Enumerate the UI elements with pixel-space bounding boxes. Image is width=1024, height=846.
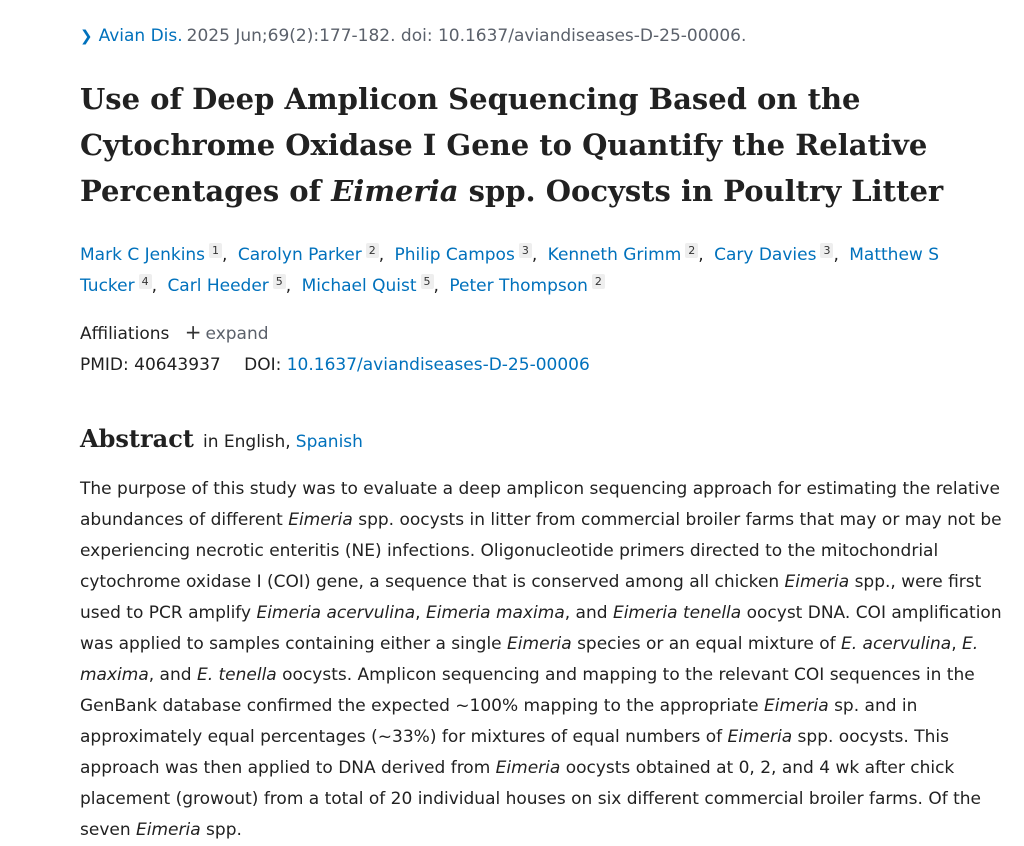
identifiers-row (80, 355, 590, 375)
author-separator: , (222, 245, 228, 265)
author-separator: , (698, 245, 704, 265)
affiliation-badge[interactable]: 3 (519, 243, 532, 258)
author-link[interactable]: Philip Campos (394, 245, 515, 265)
abstract-segment: spp., were first used to PCR amplify (80, 572, 982, 623)
author-link[interactable]: Michael Quist (301, 276, 417, 296)
author-separator: , (531, 245, 538, 265)
affiliations-row (80, 320, 269, 344)
italic-term: E. tenella (196, 665, 277, 685)
affiliations-label: Affiliations (80, 324, 170, 344)
abstract-segment: , (951, 634, 963, 654)
author-link[interactable]: Carl Heeder (167, 276, 269, 296)
abstract-segment: species or an equal mixture of (571, 634, 841, 654)
italic-term: E. maxima (80, 634, 979, 685)
abstract-segment: , (415, 603, 426, 623)
plus-icon: + (184, 320, 202, 344)
abstract-language: in English, (203, 432, 291, 452)
author-link[interactable]: Carolyn Parker (237, 245, 362, 265)
doi-link[interactable]: 10.1637/aviandiseases-D-25-00006 (286, 355, 590, 375)
affiliation-badge[interactable]: 3 (820, 243, 833, 258)
abstract-text (80, 474, 1005, 846)
italic-term: Eimeria (764, 696, 829, 716)
affiliation-badge[interactable]: 2 (592, 274, 605, 289)
abstract-segment: oocysts obtained at 0, 2, and 4 wk after chick placement (growout) from a total of 20 individual houses on six different commercial broiler farms. Of the seven (80, 758, 982, 840)
abstract-heading-row (80, 424, 363, 453)
author-link[interactable]: Mark C Jenkins (80, 245, 206, 265)
abstract-segment: sp. and in approximately equal percentages (~33%) for mixtures of equal numbers of (80, 696, 918, 747)
abstract-segment: spp. oocysts. This approach was then applied to DNA derived from (80, 727, 949, 778)
italic-term: Eimeria (288, 510, 353, 530)
author-link[interactable]: Peter Thompson (449, 276, 588, 296)
author-separator: , (285, 276, 292, 296)
abstract-segment: spp. (200, 820, 242, 840)
author-link[interactable]: Kenneth Grimm (547, 245, 682, 265)
affiliation-badge[interactable]: 2 (366, 243, 379, 258)
chevron-right-icon: ❯ (80, 27, 93, 45)
pmid-label: PMID: (80, 355, 129, 375)
doi-label: DOI: (244, 355, 282, 375)
affiliation-badge[interactable]: 4 (139, 274, 152, 289)
affiliation-badge[interactable]: 2 (685, 243, 698, 258)
italic-term: Eimeria (784, 572, 850, 592)
author-separator: , (433, 276, 439, 296)
abstract-segment: The purpose of this study was to evaluate a deep amplicon sequencing approach for estimating the relative abundances of different (80, 479, 1000, 530)
author-link[interactable]: Matthew S Tucker (80, 245, 939, 296)
author-link[interactable]: Cary Davies (714, 245, 817, 265)
spanish-abstract-link[interactable]: Spanish (295, 432, 363, 452)
abstract-segment: , and (564, 603, 613, 623)
abstract-heading: Abstract (80, 424, 194, 453)
affiliation-badge[interactable]: 5 (273, 274, 286, 289)
abstract-segment: oocysts. Amplicon sequencing and mapping to the relevant COI sequences in the GenBank database confirmed the expected ~100% mapping to the appropriate (80, 665, 975, 716)
affiliation-badge[interactable]: 1 (209, 243, 222, 258)
italic-term: Eimeria (727, 727, 793, 747)
title-part-1: Use of Deep Amplicon Sequencing Based on the Cytochrome Oxidase I Gene to Quantify the Relative Percentages of (80, 82, 928, 208)
journal-link[interactable]: Avian Dis. (98, 26, 183, 46)
citation-details: 2025 Jun;69(2):177-182. doi: 10.1637/aviandiseases-D-25-00006. (186, 26, 747, 46)
abstract-segment: oocyst DNA. COI amplification was applied to samples containing either a single (80, 603, 1002, 654)
abstract-segment: , and (148, 665, 197, 685)
italic-term: Eimeria tenella (612, 603, 742, 623)
expand-affiliations-button[interactable] (184, 320, 269, 344)
pmid-value: 40643937 (134, 355, 221, 375)
title-italic: Eimeria (331, 174, 459, 208)
abstract-segment: spp. oocysts in litter from commercial broiler farms that may or may not be experiencing necrotic enteritis (NE) infections. Oligonucleotide primers directed to the mitochondrial cytochrome oxidase I (COI) gene, a sequence that is conserved among all chicken (80, 510, 1002, 592)
author-list (80, 240, 980, 302)
italic-term: Eimeria (136, 820, 201, 840)
italic-term: Eimeria (495, 758, 561, 778)
author-separator: , (151, 276, 158, 296)
author-separator: , (378, 245, 385, 265)
affiliation-badge[interactable]: 5 (421, 274, 434, 289)
article-title (80, 76, 1000, 214)
title-part-2: spp. Oocysts in Poultry Litter (458, 174, 944, 208)
italic-term: Eimeria maxima (425, 603, 565, 623)
italic-term: E. acervulina (840, 634, 952, 654)
italic-term: Eimeria acervulina (256, 603, 416, 623)
citation-line (80, 26, 746, 46)
italic-term: Eimeria (507, 634, 572, 654)
expand-label: expand (205, 324, 269, 344)
author-separator: , (833, 245, 839, 265)
